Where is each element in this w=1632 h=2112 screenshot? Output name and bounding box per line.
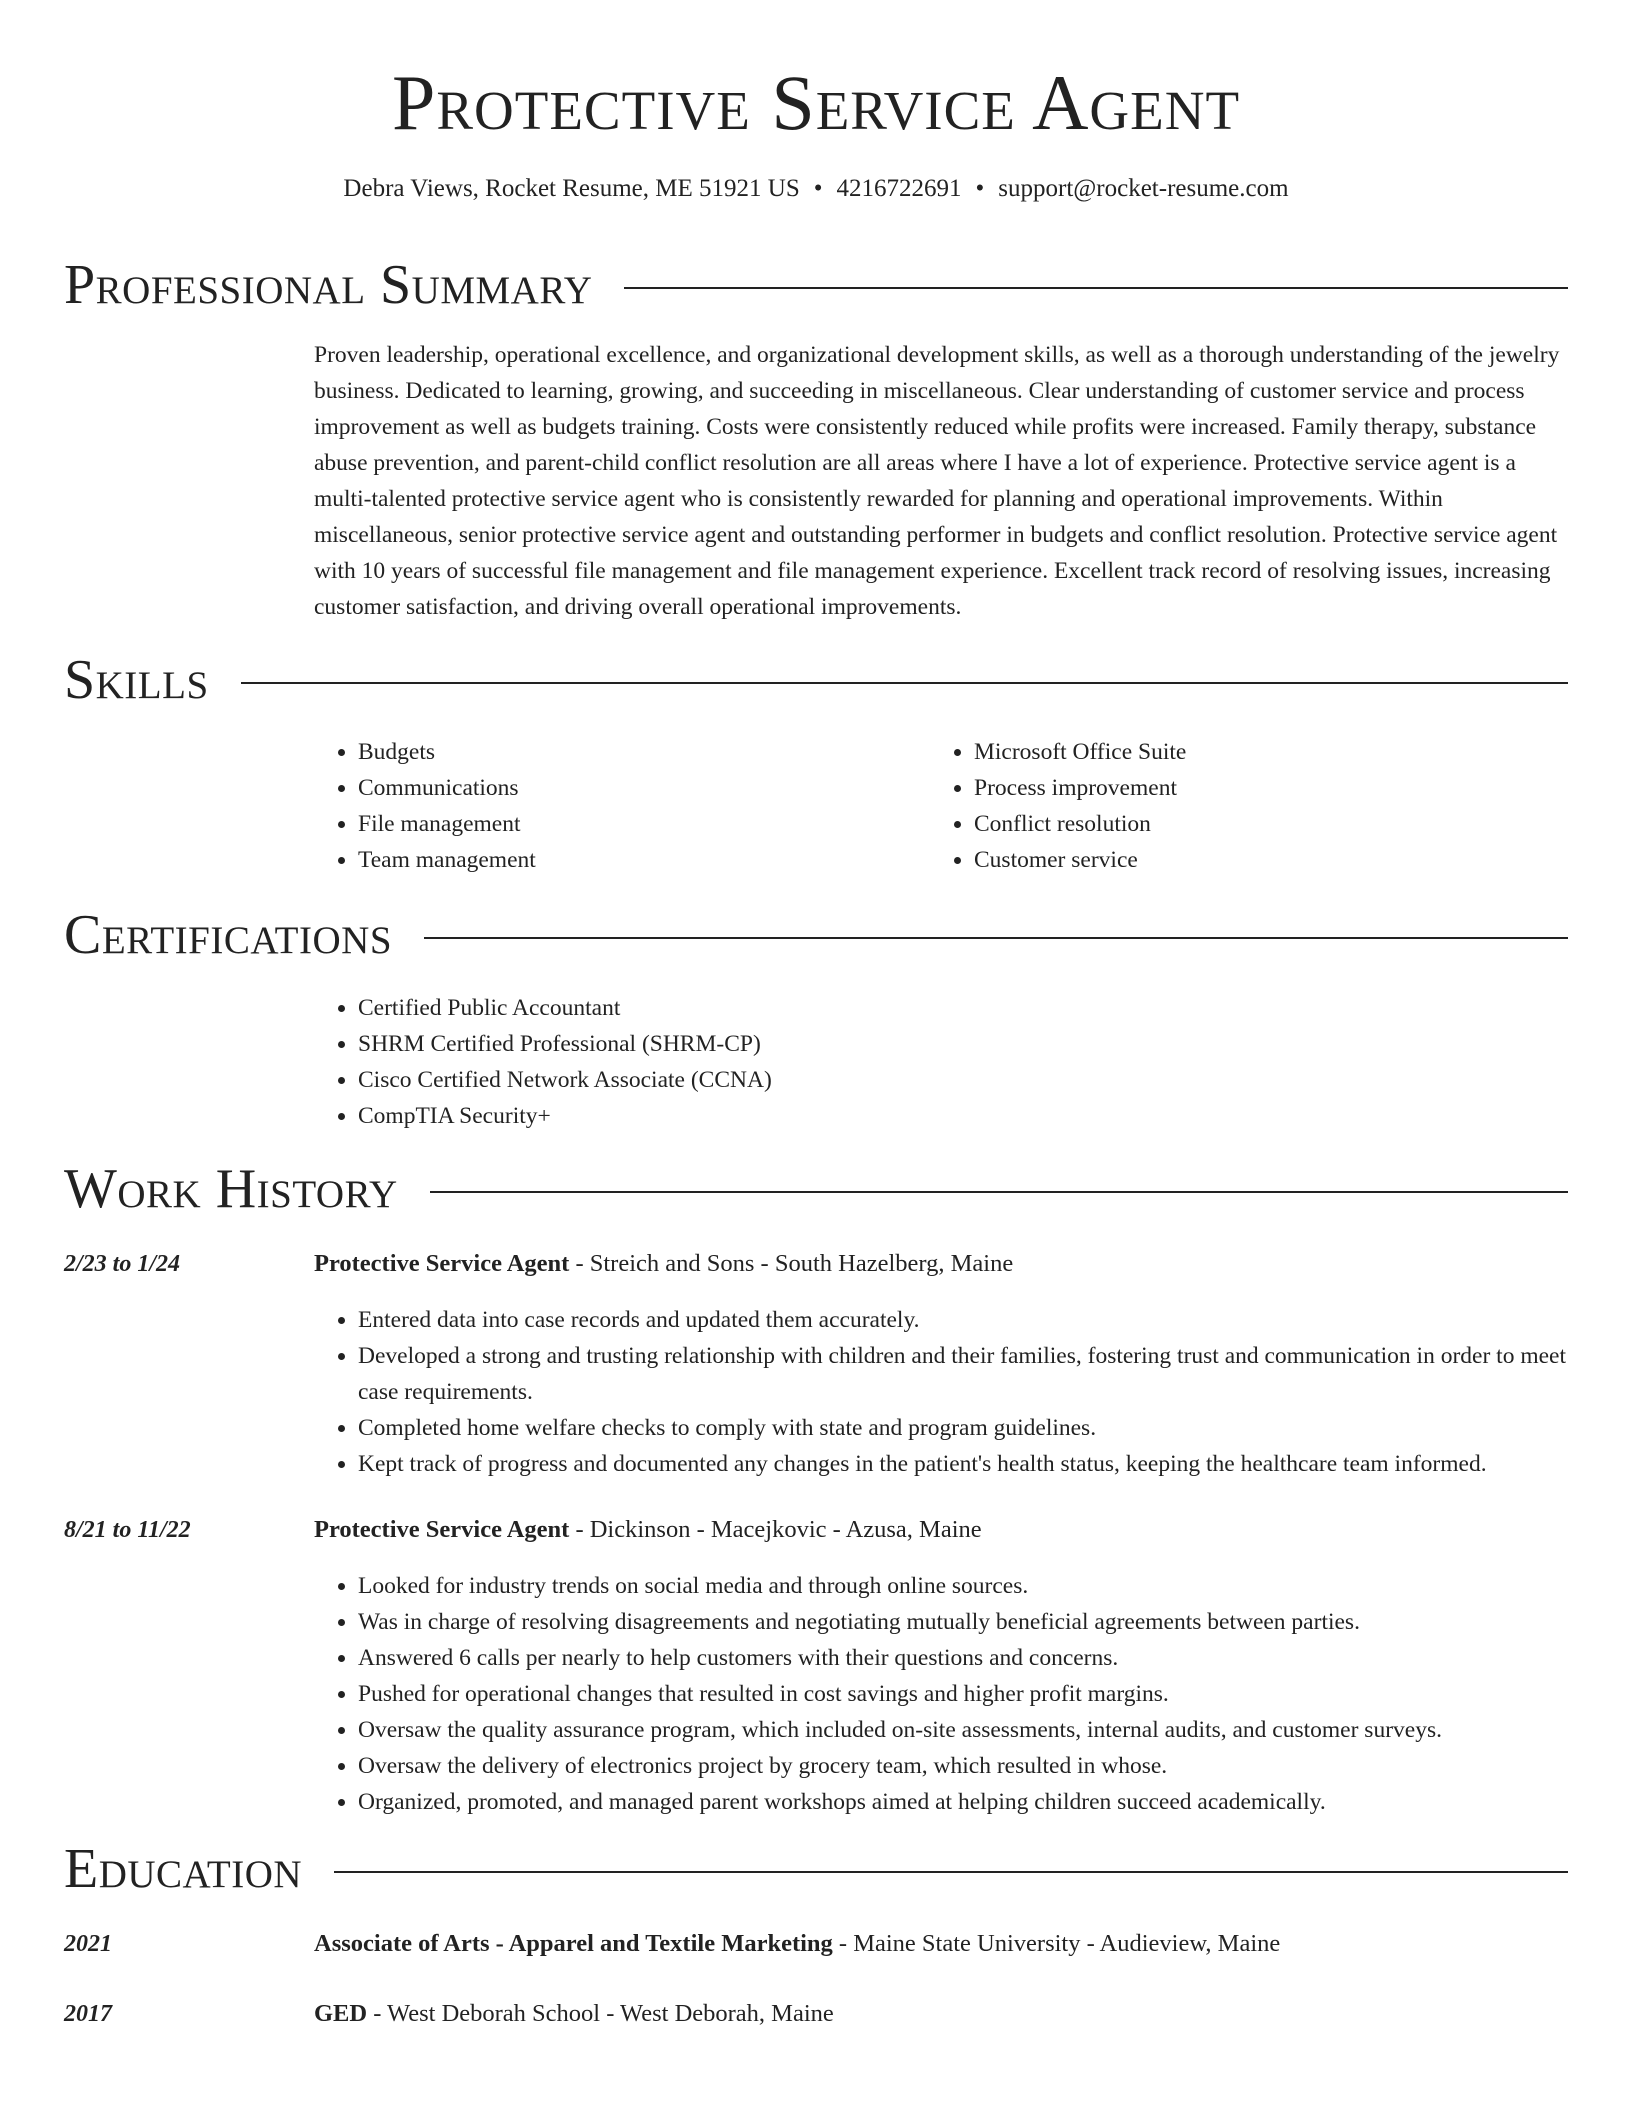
job-bullet: • Kept track of progress and documented any changes in the patient's health status, keeping the healthcare team informed. [358,1446,1568,1482]
skill-item: • Conflict resolution [974,806,1530,842]
section-divider [624,287,1568,289]
section-title-certifications: Certifications [64,904,393,966]
job-bullet: • Oversaw the delivery of electronics project by grocery team, which resulted in whose. [358,1748,1568,1784]
job-bullet: • Looked for industry trends on social media and through online sources. [358,1568,1568,1604]
job-bullet: • Answered 6 calls per nearly to help customers with their questions and concerns. [358,1640,1568,1676]
skill-item: • Budgets [358,734,914,770]
section-title-summary: Professional Summary [64,254,593,316]
section-header-work-history [64,1159,1568,1219]
section-title-work-history: Work History [64,1158,398,1220]
job-bullet: • Entered data into case records and updated them accurately. [358,1302,1568,1338]
job-responsibilities [314,1302,1568,1482]
certification-item: • Certified Public Accountant [358,990,1568,1026]
section-header-certifications [64,905,1568,965]
job-bullet: • Developed a strong and trusting relationship with children and their families, fostering trust and communication in order to meet case requirements. [358,1338,1568,1410]
contact-phone: 4216722691 [836,175,962,202]
job-bullet: • Was in charge of resolving disagreements and negotiating mutually beneficial agreements between parties. [358,1604,1568,1640]
job-responsibilities [314,1568,1568,1820]
certifications-list [314,990,1568,1134]
section-divider [241,682,1568,684]
job-title-line [314,1247,1568,1281]
contact-address: Debra Views, Rocket Resume, ME 51921 US [343,175,800,202]
job-dates: 8/21 to 11/22 [64,1517,191,1543]
contact-separator: • [813,175,823,202]
section-header-education [64,1839,1568,1899]
job-bullet: • Organized, promoted, and managed parent workshops aimed at helping children succeed academically. [358,1784,1568,1820]
certification-item: • SHRM Certified Professional (SHRM-CP) [358,1026,1568,1062]
skill-item: • Process improvement [974,770,1530,806]
education-entry [314,1927,1568,1961]
skill-item: • Communications [358,770,914,806]
job-employer: - Streich and Sons - South Hazelberg, Maine [569,1250,1014,1277]
education-degree: Associate of Arts - Apparel and Textile Marketing [314,1930,833,1957]
education-school: - West Deborah School - West Deborah, Maine [367,2000,834,2027]
skills-column-right [930,734,1530,878]
skill-item: • Microsoft Office Suite [974,734,1530,770]
job-dates: 2/23 to 1/24 [64,1251,181,1277]
job-bullet: • Pushed for operational changes that resulted in cost savings and higher profit margins. [358,1676,1568,1712]
contact-separator: • [975,175,985,202]
skill-item: • Customer service [974,842,1530,878]
section-title-education: Education [64,1838,303,1900]
job-employer: - Dickinson - Macejkovic - Azusa, Maine [569,1516,982,1543]
section-divider [424,937,1568,939]
skills-column-left [314,734,914,878]
section-title-skills: Skills [64,649,209,711]
section-header-summary [64,255,1568,315]
certification-item: • CompTIA Security+ [358,1098,1568,1134]
contact-line [0,172,1632,206]
job-title-line [314,1513,1568,1547]
education-school: - Maine State University - Audieview, Maine [832,1930,1281,1957]
job-title: Protective Service Agent [314,1250,570,1277]
education-year: 2017 [64,2001,112,2027]
education-degree: GED [314,2000,368,2027]
education-year: 2021 [64,1931,112,1957]
skill-item: • Team management [358,842,914,878]
job-bullet: • Oversaw the quality assurance program, which included on-site assessments, internal audits, and customer surveys. [358,1712,1568,1748]
skill-item: • File management [358,806,914,842]
job-bullet: • Completed home welfare checks to comply with state and program guidelines. [358,1410,1568,1446]
section-divider [430,1191,1568,1193]
job-title: Protective Service Agent [314,1516,570,1543]
resume-title: Protective Service Agent [391,59,1241,146]
section-header-skills [64,650,1568,710]
summary-text: Proven leadership, operational excellence, and organizational development skills, as well as a thorough understanding of the jewelry business. Dedicated to learning, growing, and succeeding in miscellaneous. Clear understanding of customer service and process improvement as well as budgets training. Costs were consistently reduced while profits were increased. Family therapy, substance abuse prevention, and parent-child conflict resolution are all areas where I have a lot of experience. Protective service agent is a multi-talented protective service agent who is consistently rewarded for planning and operational improvements. Within miscellaneous, senior protective service agent and outstanding performer in budgets and conflict resolution. Protective service agent with 10 years of successful file management and file management experience. Excellent track record of resolving issues, increasing customer satisfaction, and driving overall operational improvements. [314,342,1560,620]
contact-email: support@rocket-resume.com [998,175,1289,202]
certification-item: • Cisco Certified Network Associate (CCNA) [358,1062,1568,1098]
section-divider [334,1871,1568,1873]
education-entry [314,1997,1568,2031]
